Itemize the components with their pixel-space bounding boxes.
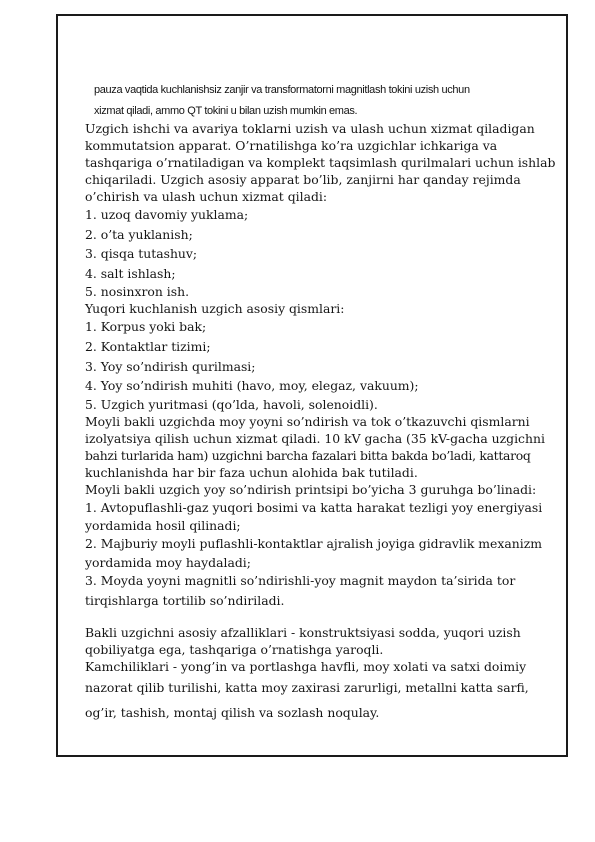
list-item: 5. Uzgich yuritmasi (qo’lda, havoli, solenoidli). — [85, 396, 378, 412]
text-line: og’ir, tashish, montaj qilish va sozlash noqulay. — [85, 705, 380, 721]
parts-heading: Yuqori kuchlanish uzgich asosiy qismlari: — [85, 301, 345, 317]
intro-paragraph — [85, 120, 563, 205]
list-item: 1. uzoq davomiy yuklama; — [85, 207, 249, 222]
text-line: Kamchiliklari - yong’in va portlashga havfli, moy xolati va satxi doimiy — [85, 659, 527, 675]
modes-list — [85, 205, 563, 300]
text-line: tashqariga o’rnatiladigan va komplekt taqsimlash qurilmalari uchun ishlab — [85, 155, 556, 170]
list-item-continuation: tirqishlarga tortilib so’ndiriladi. — [85, 592, 285, 608]
text-line: kuchlanishda har bir faza uchun alohida bak tutiladi. — [85, 464, 418, 480]
list-item: 2. o’ta yuklanish; — [85, 226, 193, 242]
text-line: nazorat qilib turilishi, katta moy zaxirasi zarurligi, metallni katta sarfi, — [85, 680, 529, 696]
list-item: 5. nosinxron ish. — [85, 284, 190, 300]
text-line: chiqariladi. Uzgich asosiy apparat bo’lib, zanjirni har qanday rejimda — [85, 172, 521, 187]
top-note — [94, 80, 570, 122]
text-line: kommutatsion apparat. O’rnatilishga ko’ra uzgichlar ichkariga va — [85, 138, 498, 153]
principles-list — [85, 498, 563, 610]
list-item-continuation: yordamida hosil qilinadi; — [85, 518, 241, 534]
top-note-line: pauza vaqtida kuchlanishsiz zanjir va transformatorni magnitlash tokini uzish uchun — [94, 84, 470, 96]
text-line: Moyli bakli uzgichda moy yoyni so’ndirish va tok o’tkazuvchi qismlarni — [85, 413, 530, 429]
top-note-line: xizmat qiladi, ammo QT tokini u bilan uzish mumkin emas. — [94, 105, 358, 117]
text-line: Bakli uzgichni asosiy afzalliklari - konstruktsiyasi sodda, yuqori uzish — [85, 625, 521, 641]
list-item: 2. Kontaktlar tizimi; — [85, 338, 211, 354]
text-line: izolyatsiya qilish uchun xizmat qiladi. 10 kV gacha (35 kV-gacha uzgichni — [85, 430, 545, 446]
parts-list — [85, 317, 563, 412]
list-item: 3. qisqa tutashuv; — [85, 246, 198, 262]
list-item: 3. Moyda yoyni magnitli so’ndirishli-yoy magnit maydon ta’sirida tor — [85, 572, 516, 588]
disadvantages-paragraph — [85, 658, 563, 725]
text-line: qobiliyatga ega, tashqariga o’rnatishga yaroqli. — [85, 642, 384, 658]
list-item: 1. Korpus yoki bak; — [85, 319, 207, 335]
text-line: Uzgich ishchi va avariya toklarni uzish va ulash uchun xizmat qiladigan — [85, 121, 535, 136]
advantages-paragraph — [85, 624, 563, 658]
text-line: o’chirish va ulash uchun xizmat qiladi: — [85, 189, 328, 204]
list-item: 4. Yoy so’ndirish muhiti (havo, moy, elegaz, vakuum); — [85, 378, 419, 394]
text-line: bahzi turlarida ham) uzgichni barcha fazalari bitta bakda bo’ladi, kattaroq — [85, 447, 531, 463]
list-item-continuation: yordamida moy haydaladi; — [85, 554, 251, 570]
oil-paragraph — [85, 413, 563, 481]
principle-heading: Moyli bakli uzgich yoy so’ndirish printsipi bo’yicha 3 guruhga bo’linadi: — [85, 481, 537, 497]
list-item: 4. salt ishlash; — [85, 265, 176, 281]
paragraph-gap — [85, 610, 563, 624]
list-item: 2. Majburiy moyli puflashli-kontaktlar ajralish joyiga gidravlik mexanizm — [85, 536, 542, 552]
document-body — [85, 120, 563, 725]
list-item: 3. Yoy so’ndirish qurilmasi; — [85, 358, 256, 374]
list-item: 1. Avtopuflashli-gaz yuqori bosimi va katta harakat tezligi yoy energiyasi — [85, 499, 543, 515]
